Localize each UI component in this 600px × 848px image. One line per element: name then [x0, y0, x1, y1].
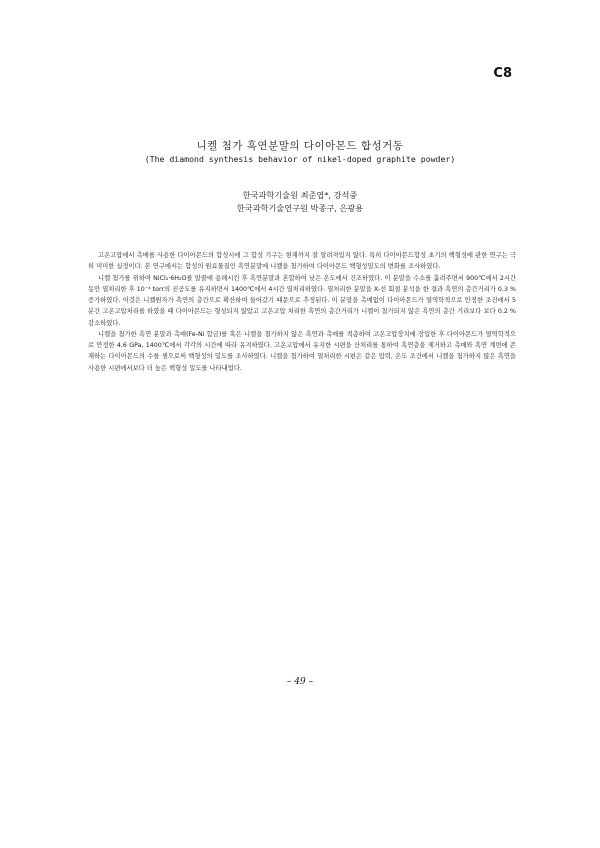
- author-line-2: 한국과학기술연구원 박종구, 은광용: [236, 203, 364, 213]
- author-line-1: 한국과학기술원 최준엽*, 강석중: [242, 190, 358, 200]
- abstract-paragraph-1: 고온고압에서 촉매를 사용한 다이아몬드의 합성시에 그 합성 기구는 현재까지 잘 알려져있지 않다. 특히 다이아몬드합성 초기의 핵형성에 관한 연구는 극히 미미한 실정이다. 본 연구에서는 합성의 원료물질인 흑연분말에 니켈을 첨가하여 다이아몬드 핵형성밀도의 변화를 조사하였다.: [88, 252, 516, 271]
- page-number: – 49 –: [286, 677, 314, 687]
- abstract-paragraph-3: 니켈을 첨가한 흑연 분말과 촉매(Fe-Ni 합금)를 혹은 니켈을 첨가하지 않은 흑연과 촉매를 적층하여 고온고압장치에 장입한 후 다이아몬드가 열역학적으로 안정한 4.6 GPa, 1400℃에서 각각의 시간에 따라 유지하였다. 고온고압에서 유지한 시편을 산처리를 통하여 흑연층을 제거하고 촉매와 흑연 계면에 존재하는 다이아몬드의 수를 셈으로써 핵형성의 밀도를 조사하였다. 니켈을 첨가하여 열처리한 시편은 같은 압력, 온도 조건에서 니켈을 첨가하지 않은 흑연을 사용한 시편에서보다 더 높은 핵형성 밀도를 나타내었다.: [88, 330, 516, 372]
- session-code: C8: [493, 66, 512, 81]
- abstract: [88, 250, 516, 374]
- title-korean: 니켈 첨가 흑연분말의 다이아몬드 합성거동: [196, 140, 404, 152]
- abstract-paragraph-2: 니켈 첨가를 위하여 NiCl₂·6H₂O를 알콜에 용해시킨 후 흑연분말과 혼합하여 낮은 온도에서 건조하였다. 이 분말을 수소를 흘려주면서 900℃에서 2시간 동안 열처리한 후 10⁻⁴ torr의 진공도를 유지하면서 1400℃에서 4시간 열처리하였다. 열처리한 분말을 X-선 회절 분석을 한 결과 흑연의 층간거리가 0.3 % 증가하였다. 이것은 니켈원자가 흑연의 층간으로 확산하여 들어갔기 때문으로 추정된다. 이 분말을 촉매없이 다이아몬드가 열역학적으로 안정한 조건에서 5분간 고온고압처리를 하였을 때 다이아몬드는 형성되지 않았고 고온고압 처리한 흑연의 층간거리가 니켈이 첨가되지 않은 흑연의 층간 거리보다 보다 0.2 % 감소하였다.: [88, 274, 516, 327]
- title-english: (The diamond synthesis behavior of nikel-doped graphite powder): [144, 154, 456, 164]
